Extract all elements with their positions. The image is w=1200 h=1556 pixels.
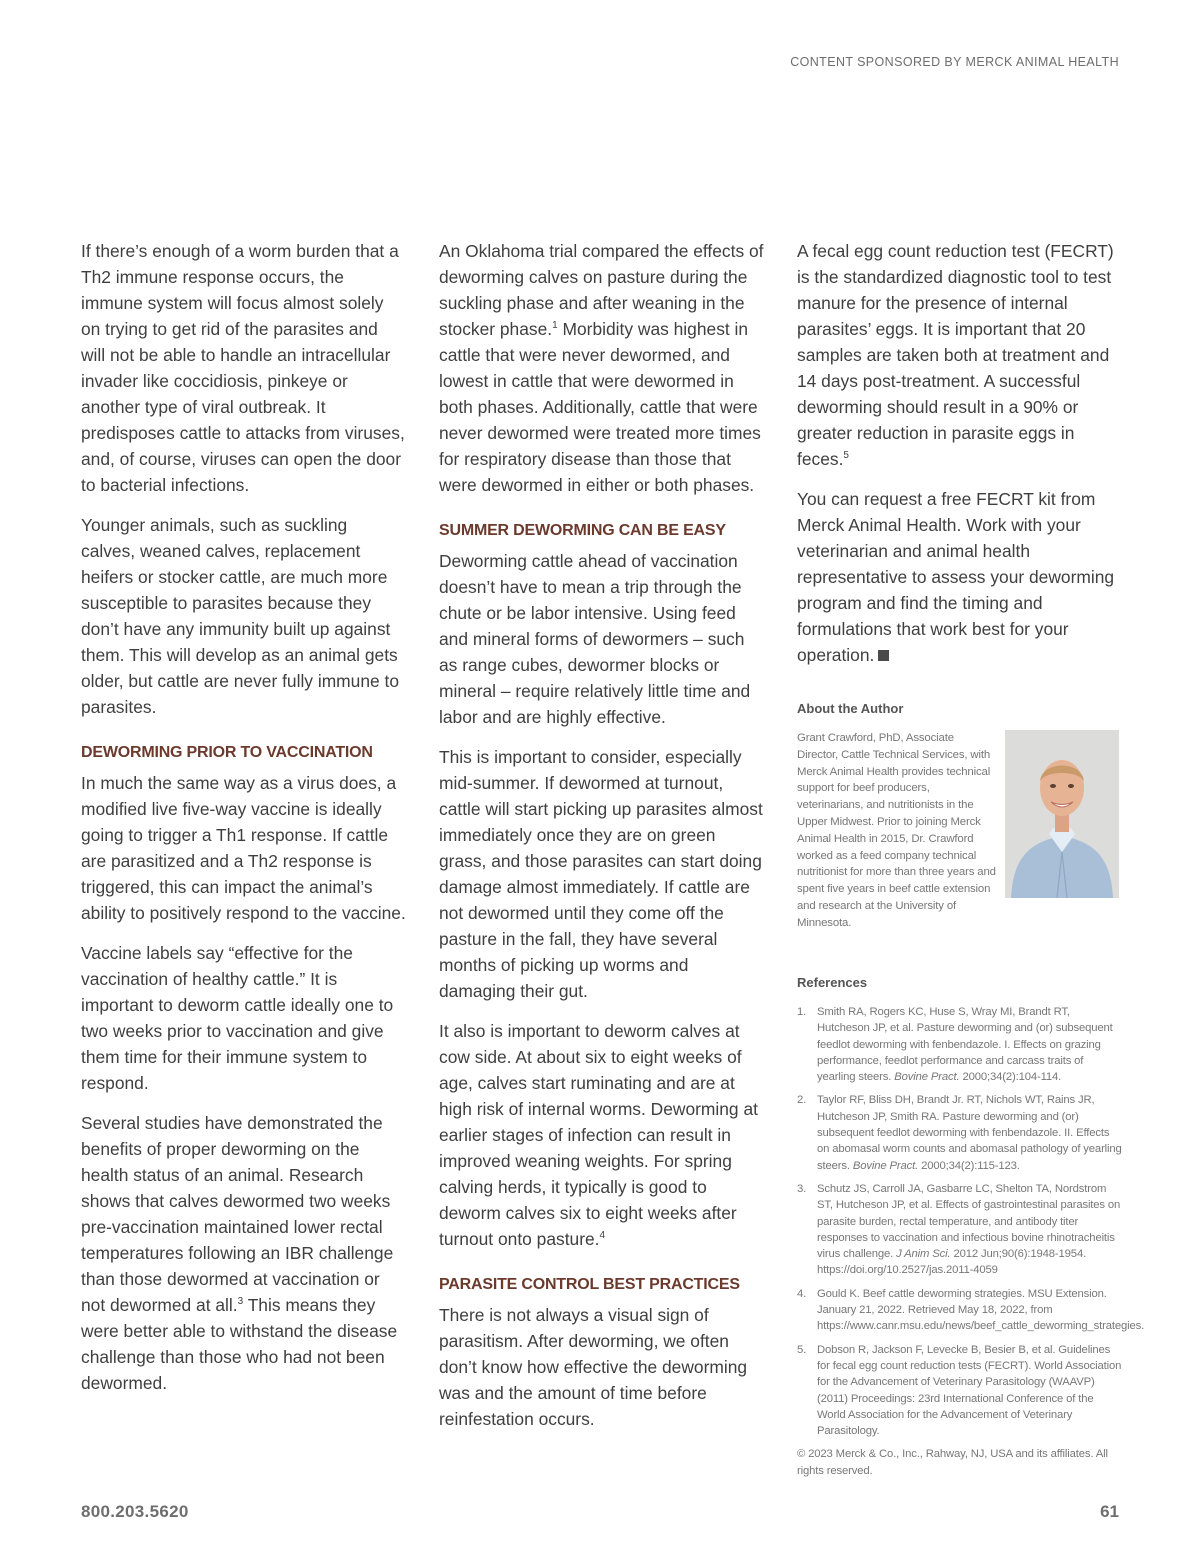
reference-item <box>797 1004 1122 1085</box>
sponsor-header: CONTENT SPONSORED BY MERCK ANIMAL HEALTH <box>790 55 1119 69</box>
paragraph <box>439 238 764 498</box>
paragraph <box>81 1110 406 1396</box>
reference-item <box>797 1286 1145 1335</box>
author-portrait-icon <box>1005 730 1119 898</box>
paragraph: There is not always a visual sign of parasitism. After deworming, we often don’t know how effective the deworming was and the amount of time before reinfestation occurs. <box>439 1305 748 1429</box>
paragraph: If there’s enough of a worm burden that a Th2 immune response occurs, the immune system will focus almost solely on trying to get rid of the parasites and will not be able to handle an intracellular invader like coccidiosis, pinkeye or another type of viral outbreak. It predisposes cattle to attacks from viruses, and, of course, viruses can open the door to bacterial infections. <box>81 241 405 495</box>
paragraph-text: It also is important to deworm calves at cow side. At about six to eight weeks of age, calves start ruminating and are at high risk of internal worms. Deworming at earlier stages of infection can result in improved weaning weights. For spring calving herds, it typically is good to deworm calves six to eight weeks after turnout onto pasture. <box>439 1021 758 1249</box>
reference-tail: 2012 Jun;90(6):1948-1954. https://doi.org/10.2527/jas.2011-4059 <box>817 1248 1087 1277</box>
reference-text: Smith RA, Rogers KC, Huse S, Wray MI, Brandt RT, Hutcheson JP, et al. Pasture deworming and (or) subsequent feedlot deworming with fenbendazole. I. Effects on grazing performance, feedlot performance and carcass traits of yearling steers. <box>817 1006 1113 1084</box>
section-heading: PARASITE CONTROL BEST PRACTICES <box>439 1276 740 1293</box>
reference-text: Gould K. Beef cattle deworming strategies. MSU Extension. January 21, 2022. Retrieved May 18, 2022, from https://www.canr.msu.edu/news/beef_cattle_deworming_strategies. <box>817 1287 1145 1333</box>
reference-text: Taylor RF, Bliss DH, Brandt Jr. RT, Nichols WT, Rains JR, Hutcheson JP, Smith RA. Pasture deworming and (or) subsequent feedlot deworming with fenbendazole. II. Effects on abomasal worm counts and abomasal pathology of yearling steers. <box>817 1094 1122 1172</box>
reference-number: 2. <box>797 1094 807 1107</box>
author-bio: Grant Crawford, PhD, Associate Director, Cattle Technical Services, with Merck Animal Health provides technical support for beef producers, veterinarians, and nutritionists in the Upper Midwest. Prior to joining Merck Animal Health in 2015, Dr. Crawford worked as a feed company technical nutritionist for more than three years and spent five years in beef cattle extension and research at the University of Minnesota. <box>797 732 996 929</box>
reference-item <box>797 1342 1122 1440</box>
reference-text: Schutz JS, Carroll JA, Gasbarre LC, Shelton TA, Nordstrom ST, Hutcheson JP, et al. Effects of gastrointestinal parasites on parasite burden, rectal temperature, and antibody titer responses to vaccination and infectious bovine rhinotracheitis virus challenge. <box>817 1182 1121 1261</box>
column-2 <box>439 238 764 1446</box>
reference-number: 3. <box>797 1182 807 1195</box>
author-photo <box>1005 730 1119 898</box>
reference-item <box>797 1181 1122 1279</box>
paragraph-text: Morbidity was highest in cattle that were never dewormed, and lowest in cattle that were dewormed in both phases. Additionally, cattle that were never dewormed were treated more times for respiratory disease than those that were dewormed in either or both phases. <box>439 319 761 495</box>
paragraph: This is important to consider, especially mid-summer. If dewormed at turnout, cattle will start picking up parasites almost immediately once they are on green grass, and those parasites can start doing damage almost immediately. If cattle are not dewormed until they come off the pasture in the fall, they have several months of picking up worms and damaging their gut. <box>439 747 763 1001</box>
paragraph-text: A fecal egg count reduction test (FECRT) is the standardized diagnostic tool to test manure for the presence of internal parasites’ eggs. It is important that 20 samples are taken both at treatment and 14 days post-treatment. A successful deworming should result in a 90% or greater reduction in parasite eggs in feces. <box>797 241 1114 469</box>
paragraph: Deworming cattle ahead of vaccination doesn’t have to mean a trip through the chute or be labor intensive. Using feed and mineral forms of dewormers – such as range cubes, dewormer blocks or mineral – require relatively little time and labor and are highly effective. <box>439 551 751 727</box>
paragraph-text: An Oklahoma trial compared the effects of deworming calves on pasture during the suckling phase and after weaning in the stocker phase. <box>439 241 764 339</box>
reference-journal: Bovine Pract. <box>894 1071 960 1084</box>
paragraph-text: Several studies have demonstrated the benefits of proper deworming on the health status of an animal. Research shows that calves dewormed two weeks pre-vaccination maintained lower rectal temperatures following an IBR challenge than those dewormed at vaccination or not dewormed at all. <box>81 1113 394 1315</box>
page-number: 61 <box>1100 1502 1119 1521</box>
reference-number: 1. <box>797 1006 807 1018</box>
references-list <box>797 1004 1145 1439</box>
reference-journal: Bovine Pract. <box>852 1159 919 1172</box>
reference-journal: J Anim Sci. <box>896 1248 951 1261</box>
section-heading: DEWORMING PRIOR TO VACCINATION <box>81 744 373 761</box>
reference-number: 4. <box>797 1287 807 1300</box>
paragraph: In much the same way as a virus does, a modified live five-way vaccine is ideally going to trigger a Th1 response. If cattle are parasitized and a Th2 response is triggered, this can impact the animal’s ability to positively respond to the vaccine. <box>81 773 406 923</box>
paragraph: Younger animals, such as suckling calves, weaned calves, replacement heifers or stocker cattle, are much more susceptible to parasites because they don’t have any immunity built up against them. This will develop as an animal gets older, but cattle are never fully immune to parasites. <box>81 515 400 717</box>
reference-number: 5. <box>797 1343 807 1356</box>
reference-item <box>797 1092 1122 1173</box>
paragraph <box>797 486 1122 668</box>
copyright: © 2023 Merck & Co., Inc., Rahway, NJ, USA and its affiliates. All rights reserved. <box>797 1448 1108 1477</box>
paragraph: Vaccine labels say “effective for the vaccination of healthy cattle.” It is important to deworm cattle ideally one to two weeks prior to vaccination and give them time for their immune system to respond. <box>81 943 394 1093</box>
footnote-ref: 1 <box>552 320 558 332</box>
column-3 <box>797 238 1145 1479</box>
references-title: References <box>797 975 868 990</box>
footnote-ref: 5 <box>843 450 849 462</box>
footer-phone: 800.203.5620 <box>81 1502 189 1521</box>
reference-text: Dobson R, Jackson F, Levecke B, Besier B, et al. Guidelines for fecal egg count reduction tests (FECRT). World Association for the Advancement of Veterinary Parasitology (WAAVP) (2011) Proceedings: 23rd International Conference of the World Association for the Advancement of Veterinary Parasitology. <box>817 1343 1122 1438</box>
footnote-ref: 4 <box>599 1230 606 1242</box>
section-heading: SUMMER DEWORMING CAN BE EASY <box>439 522 726 539</box>
reference-tail: 2000;34(2):104-114. <box>959 1071 1062 1084</box>
footnote-ref: 3 <box>237 1296 244 1308</box>
author-block <box>797 730 1122 930</box>
paragraph-text: This means they were better able to withstand the disease challenge than those who had not been dewormed. <box>81 1295 398 1393</box>
reference-tail: 2000;34(2):115-123. <box>918 1159 1020 1172</box>
end-mark-icon <box>878 650 889 661</box>
column-1 <box>81 238 406 1410</box>
paragraph <box>439 1018 764 1252</box>
about-author-title: About the Author <box>797 701 904 716</box>
paragraph <box>797 238 1122 472</box>
paragraph-text: You can request a free FECRT kit from Merck Animal Health. Work with your veterinarian and animal health representative to assess your deworming program and find the timing and formulations that work best for your operation. <box>797 489 1115 665</box>
